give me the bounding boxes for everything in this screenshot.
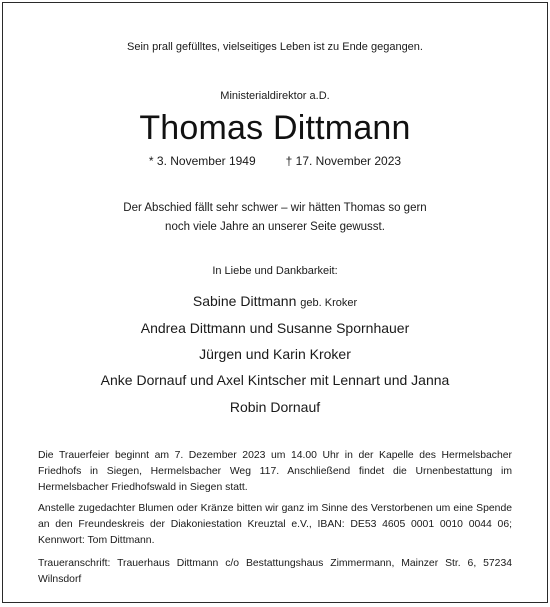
farewell-line: Der Abschied fällt sehr schwer – wir hätten Thomas so gern — [123, 202, 427, 214]
mourner-suffix: geb. Kroker — [300, 297, 358, 309]
mourner-entry: Jürgen und Karin Kroker — [199, 346, 351, 362]
donation-info: Anstelle zugedachter Blumen oder Kränze bitten wir ganz im Sinne des Verstorbenen um eine Spende an den Freundeskreis der Diakoniestation Kreuztal e.V., IBAN: DE53 4605 0001 0010 0044 06; Kennwort: Tom Dittmann. — [38, 503, 512, 547]
mourner-entry: Anke Dornauf und Axel Kintscher mit Lennart und Janna — [100, 372, 450, 388]
farewell-text — [3, 199, 547, 237]
mourning-address: Traueranschrift: Trauerhaus Dittmann c/o Bestattungshaus Zimmermann, Mainzer Str. 6, 57234 Wilnsdorf — [38, 558, 512, 586]
death-date: † 17. November 2023 — [285, 154, 402, 168]
thanks-line: In Liebe und Dankbarkeit: — [212, 265, 338, 277]
mourner-entry: Robin Dornauf — [229, 399, 321, 415]
obituary-notice — [2, 2, 548, 603]
mourner-entry: Andrea Dittmann und Susanne Spornhauer — [140, 320, 410, 336]
funeral-info: Die Trauerfeier beginnt am 7. Dezember 2023 um 14.00 Uhr in der Kapelle des Hermelsbacher Friedhofs in Siegen, Hermelsbacher Weg 117. Anschließend findet die Urnenbestattung im Hermelsbacher Friedhofswald in Siegen statt. — [38, 450, 512, 494]
deceased-title: Ministerialdirektor a.D. — [220, 90, 330, 102]
farewell-line: noch viele Jahre an unserer Seite gewusst. — [165, 221, 385, 233]
birth-date: * 3. November 1949 — [148, 154, 256, 168]
mourner-entry — [3, 293, 547, 309]
deceased-name: Thomas Dittmann — [139, 109, 411, 147]
life-dates — [3, 154, 547, 168]
intro-text: Sein prall gefülltes, vielseitiges Leben ist zu Ende gegangen. — [127, 41, 423, 53]
mourner-name: Sabine Dittmann — [192, 293, 297, 309]
